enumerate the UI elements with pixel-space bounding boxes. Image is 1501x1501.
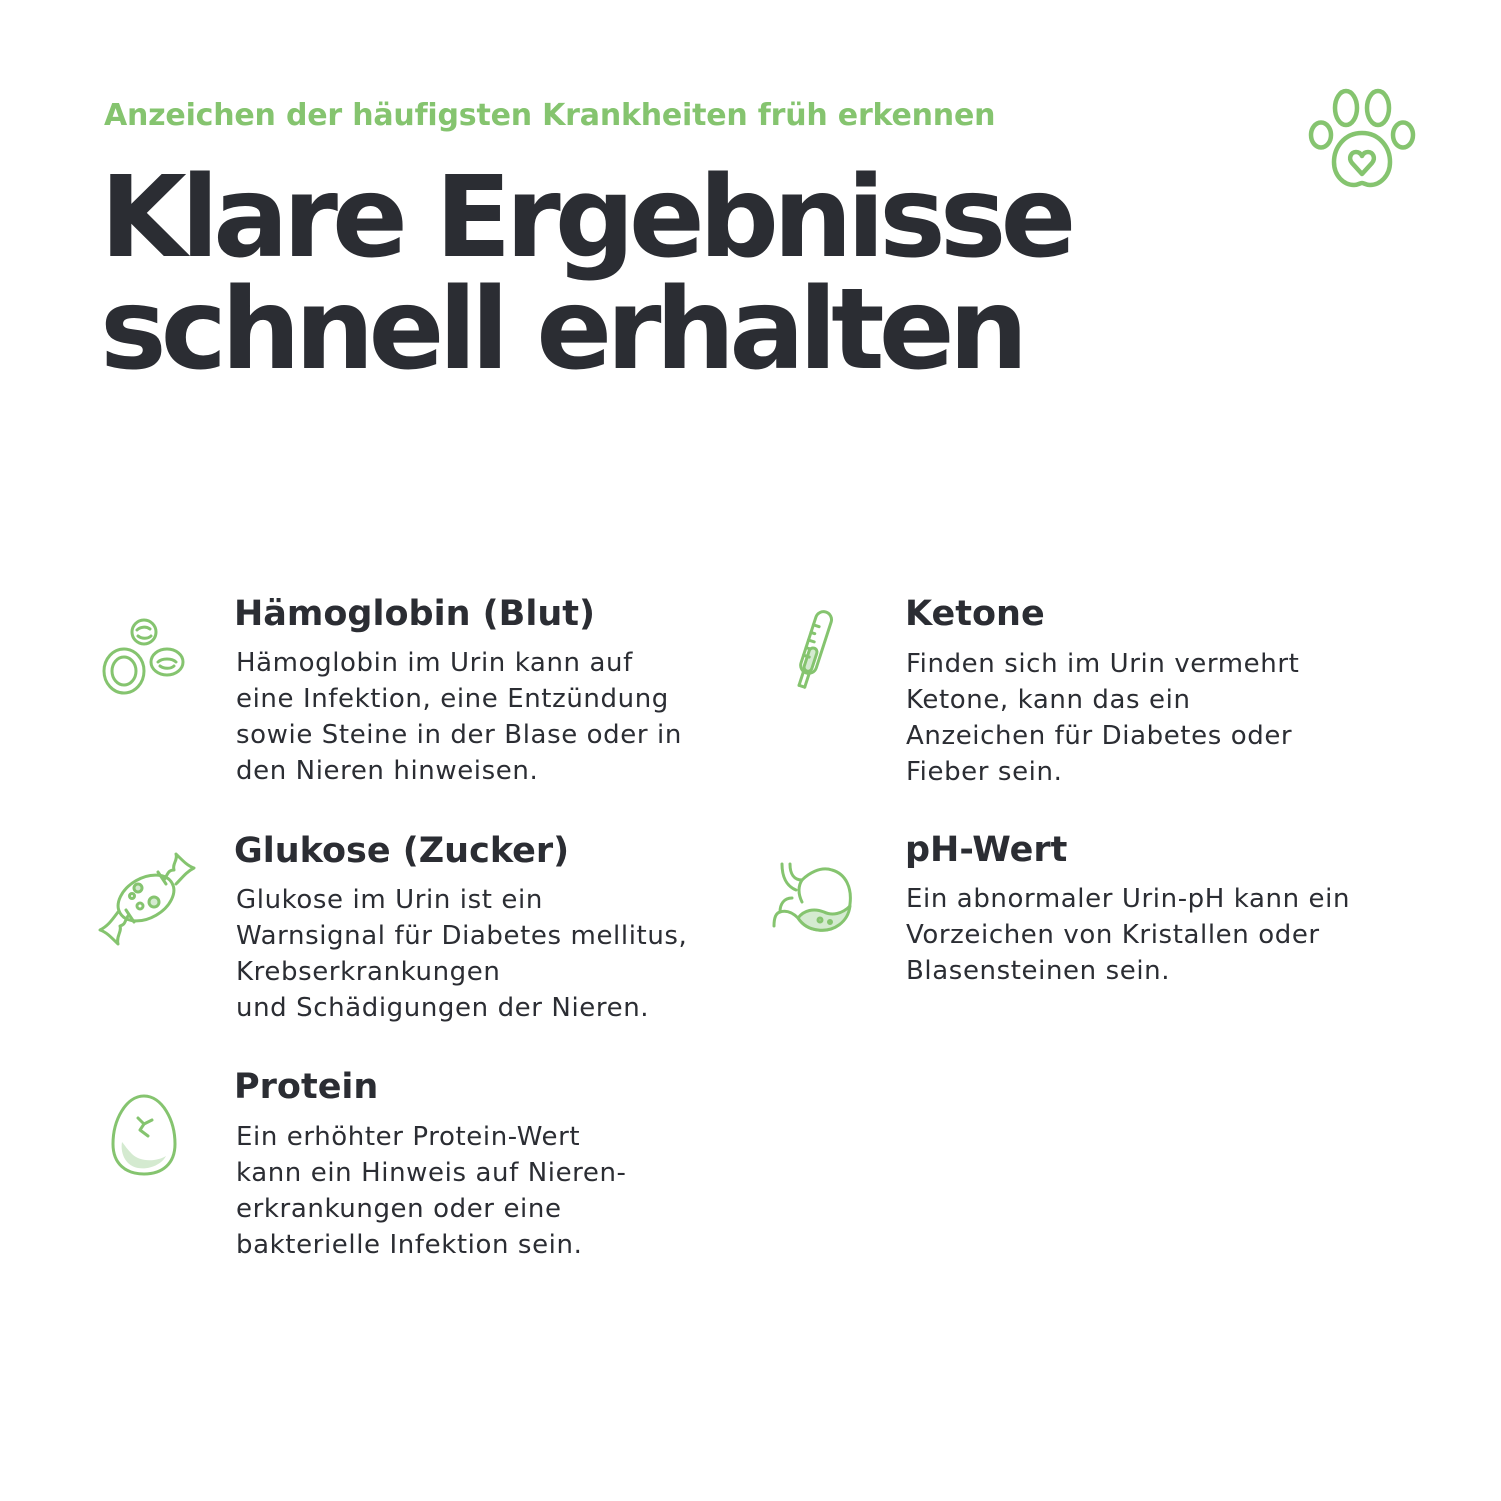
description-line: eine Infektion, eine Entzündung [236, 684, 669, 714]
egg-icon [110, 1094, 178, 1178]
description-line: bakterielle Infektion sein. [236, 1230, 583, 1260]
description-line: sowie Steine in der Blase oder in [236, 720, 682, 750]
stomach-icon [772, 860, 854, 936]
description-line: Vorzeichen von Kristallen oder [906, 920, 1320, 950]
description-line: Ketone, kann das ein [906, 685, 1191, 715]
description-line: und Schädigungen der Nieren. [236, 993, 650, 1023]
item-description [906, 881, 1350, 989]
item-title: Glukose (Zucker) [234, 831, 570, 871]
eyebrow-subtitle: Anzeichen der häufigsten Krankheiten früh erkennen [104, 98, 996, 133]
description-line: Finden sich im Urin vermehrt [906, 649, 1300, 679]
description-line: kann ein Hinweis auf Nieren- [236, 1158, 627, 1188]
paw-heart-logo-icon [1306, 86, 1418, 190]
item-title: Ketone [905, 594, 1045, 634]
page-title-line-1: Klare Ergebnisse [100, 153, 1071, 283]
description-line: Krebserkrankungen [236, 957, 501, 987]
description-line: Anzeichen für Diabetes oder [906, 721, 1293, 751]
item-description [906, 646, 1299, 790]
description-line: den Nieren hinweisen. [236, 756, 539, 786]
item-title: Protein [234, 1067, 379, 1107]
item-description [236, 645, 682, 789]
blood-cells-icon [100, 614, 190, 698]
candy-icon [96, 852, 196, 948]
description-line: Fieber sein. [906, 757, 1063, 787]
description-line: Hämoglobin im Urin kann auf [236, 648, 633, 678]
item-description [236, 882, 687, 1026]
description-line: Warnsignal für Diabetes mellitus, [236, 921, 688, 951]
thermometer-icon [788, 608, 838, 696]
description-line: erkrankungen oder eine [236, 1194, 562, 1224]
description-line: Glukose im Urin ist ein [236, 885, 543, 915]
description-line: Ein abnormaler Urin-pH kann ein [906, 884, 1351, 914]
description-line: Blasensteinen sein. [906, 956, 1171, 986]
item-title: Hämoglobin (Blut) [234, 594, 595, 634]
item-title: pH-Wert [905, 830, 1068, 870]
item-description [236, 1119, 627, 1263]
page-title-line-2: schnell erhalten [100, 265, 1023, 395]
description-line: Ein erhöhter Protein-Wert [236, 1122, 581, 1152]
page-title [100, 153, 1071, 395]
